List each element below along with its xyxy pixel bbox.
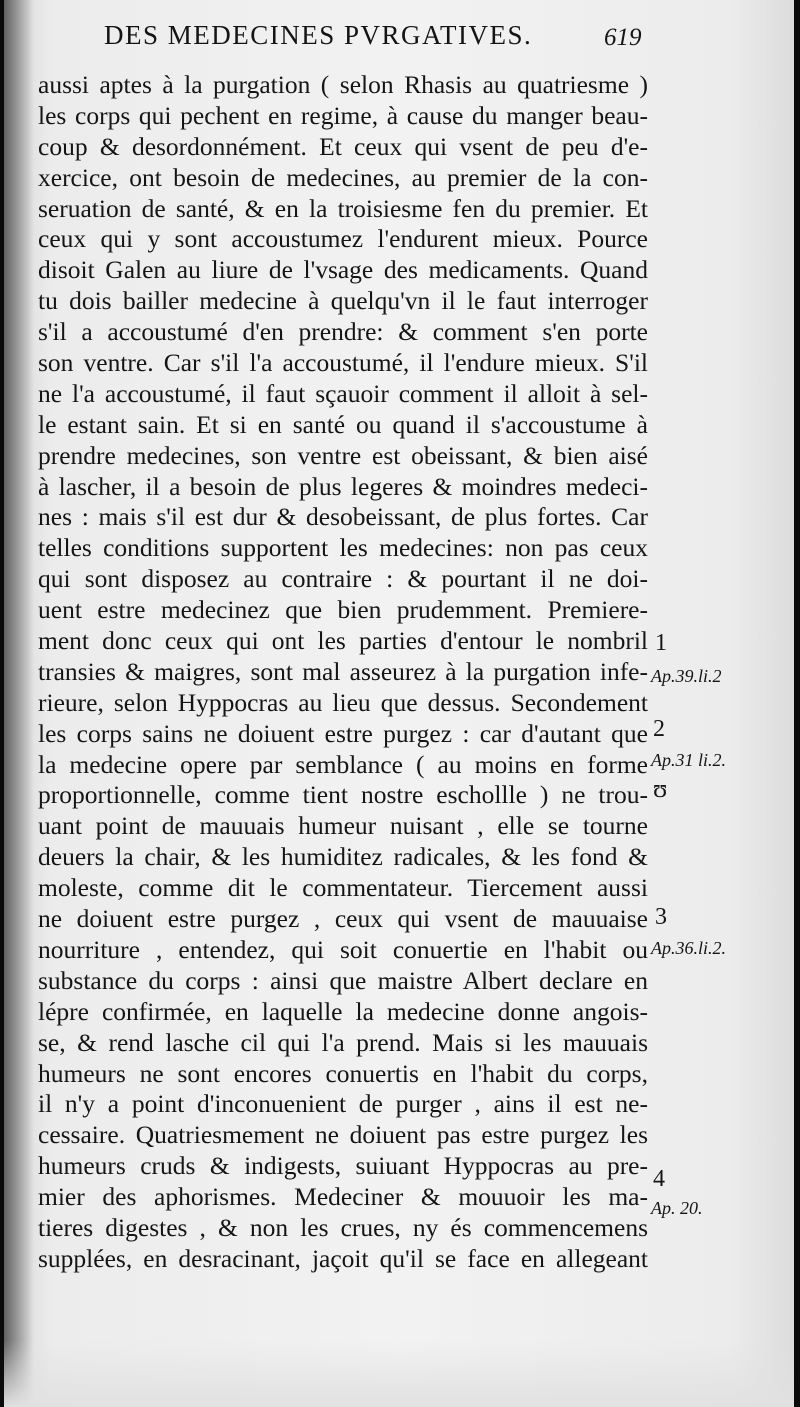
- text-line: ne doiuent estre purgez , ceux qui vsent de mauuaise: [38, 904, 648, 934]
- text-line: telles conditions supportent les medecines: non pas ceux: [38, 533, 648, 563]
- text-line: son ventre. Car s'il l'a accoustumé, il l'endure mieux. S'il: [38, 348, 648, 378]
- text-line: transies & maigres, sont mal asseurez à la purgation infe-: [38, 656, 648, 686]
- text-line: ceux qui y sont accoustumez l'endurent mieux. Pource: [38, 224, 648, 254]
- text-line: substance du corps : ainsi que maistre Albert declare en: [38, 965, 648, 995]
- text-line: tu dois bailler medecine à quelqu'vn il le faut interroger: [38, 286, 648, 316]
- page-bottom-shade: [4, 1340, 794, 1407]
- text-line: xercice, ont besoin de medecines, au premier de la con-: [38, 162, 648, 192]
- text-line: qui sont disposez au contraire : & pourtant il ne doi-: [38, 564, 648, 594]
- text-line: ne l'a accoustumé, il faut sçauoir comment il alloit à sel-: [38, 378, 648, 408]
- book-page: [4, 0, 794, 1407]
- text-line: cessaire. Quatriesmement ne doiuent pas estre purgez les: [38, 1120, 648, 1150]
- text-line: ment donc ceux qui ont les parties d'entour le nombril: [38, 626, 648, 656]
- text-line: il n'y a point d'inconuenient de purger , ains il est ne-: [38, 1089, 648, 1119]
- text-line: seruation de santé, & en la troisiesme fen du premier. Et: [38, 193, 648, 223]
- text-line: disoit Galen au liure de l'vsage des medicaments. Quand: [38, 255, 648, 285]
- gutter-shadow: [4, 0, 34, 1407]
- text-line: proportionnelle, comme tient nostre eschollle ) ne trou-: [38, 780, 648, 810]
- text-line: supplées, en desracinant, jaçoit qu'il se face en allegeant: [38, 1243, 648, 1273]
- margin-note-number: 4: [653, 1166, 665, 1192]
- margin-note-number: 2: [653, 716, 665, 742]
- text-line: le estant sain. Et si en santé ou quand il s'accoustume à: [38, 409, 648, 439]
- text-line: se, & rend lasche cil qui l'a prend. Mais si les mauuais: [38, 1027, 648, 1057]
- text-line: tieres digestes , & non les crues, ny és commencemens: [38, 1212, 648, 1242]
- margin-note-reference: Ap.36.li.2.: [651, 938, 726, 958]
- text-line: à lascher, il a besoin de plus legeres & moindres medeci-: [38, 471, 648, 501]
- text-line: aussi aptes à la purgation ( selon Rhasis au quatriesme ): [38, 70, 648, 99]
- margin-notes: [649, 0, 779, 1407]
- text-line: humeurs cruds & indigests, suiuant Hyppocras au pre-: [38, 1151, 648, 1181]
- text-line: la medecine opere par semblance ( au moins en forme: [38, 749, 648, 779]
- text-line: s'il a accoustumé d'en prendre: & comment s'en porte: [38, 317, 648, 347]
- text-line: mier des aphorismes. Medeciner & mouuoir les ma-: [38, 1182, 648, 1212]
- text-line: uent estre medecinez que bien prudemment. Premiere-: [38, 595, 648, 625]
- text-line: coup & desordonnément. Et ceux qui vsent de peu d'e-: [38, 131, 648, 161]
- text-line: les corps qui pechent en regime, à cause du manger beau-: [38, 100, 648, 130]
- text-line: lépre confirmée, en laquelle la medecine donne angois-: [38, 996, 648, 1026]
- body-text: [38, 70, 648, 1275]
- text-line: prendre medecines, son ventre est obeissant, & bien aisé: [38, 440, 648, 470]
- text-line: moleste, comme dit le commentateur. Tiercement aussi: [38, 873, 648, 903]
- text-line: humeurs ne sont encores conuertis en l'habit du corps,: [38, 1058, 648, 1088]
- margin-note-reference: Ap.31 li.2.: [651, 750, 726, 770]
- text-line: nourriture , entendez, qui soit conuertie en l'habit ou: [38, 934, 648, 964]
- margin-note-reference: Ap.39.li.2: [651, 666, 722, 686]
- text-line: uant point de mauuais humeur nuisant , elle se tourne: [38, 811, 648, 841]
- running-head: DES MEDECINES PVRGATIVES.: [104, 20, 533, 50]
- margin-note-symbol: ʊ: [653, 774, 668, 803]
- text-line: les corps sains ne doiuent estre purgez : car d'autant que: [38, 718, 648, 748]
- text-line: deuers la chair, & les humiditez radicales, & les fond &: [38, 842, 648, 872]
- text-line: rieure, selon Hyppocras au lieu que dessus. Secondement: [38, 687, 648, 717]
- text-line: nes : mais s'il est dur & desobeissant, de plus fortes. Car: [38, 502, 648, 532]
- margin-note-number: 3: [655, 904, 667, 930]
- page-number: 619: [604, 24, 642, 51]
- margin-note-reference: Ap. 20.: [651, 1198, 703, 1218]
- margin-note-number: 1: [655, 630, 667, 656]
